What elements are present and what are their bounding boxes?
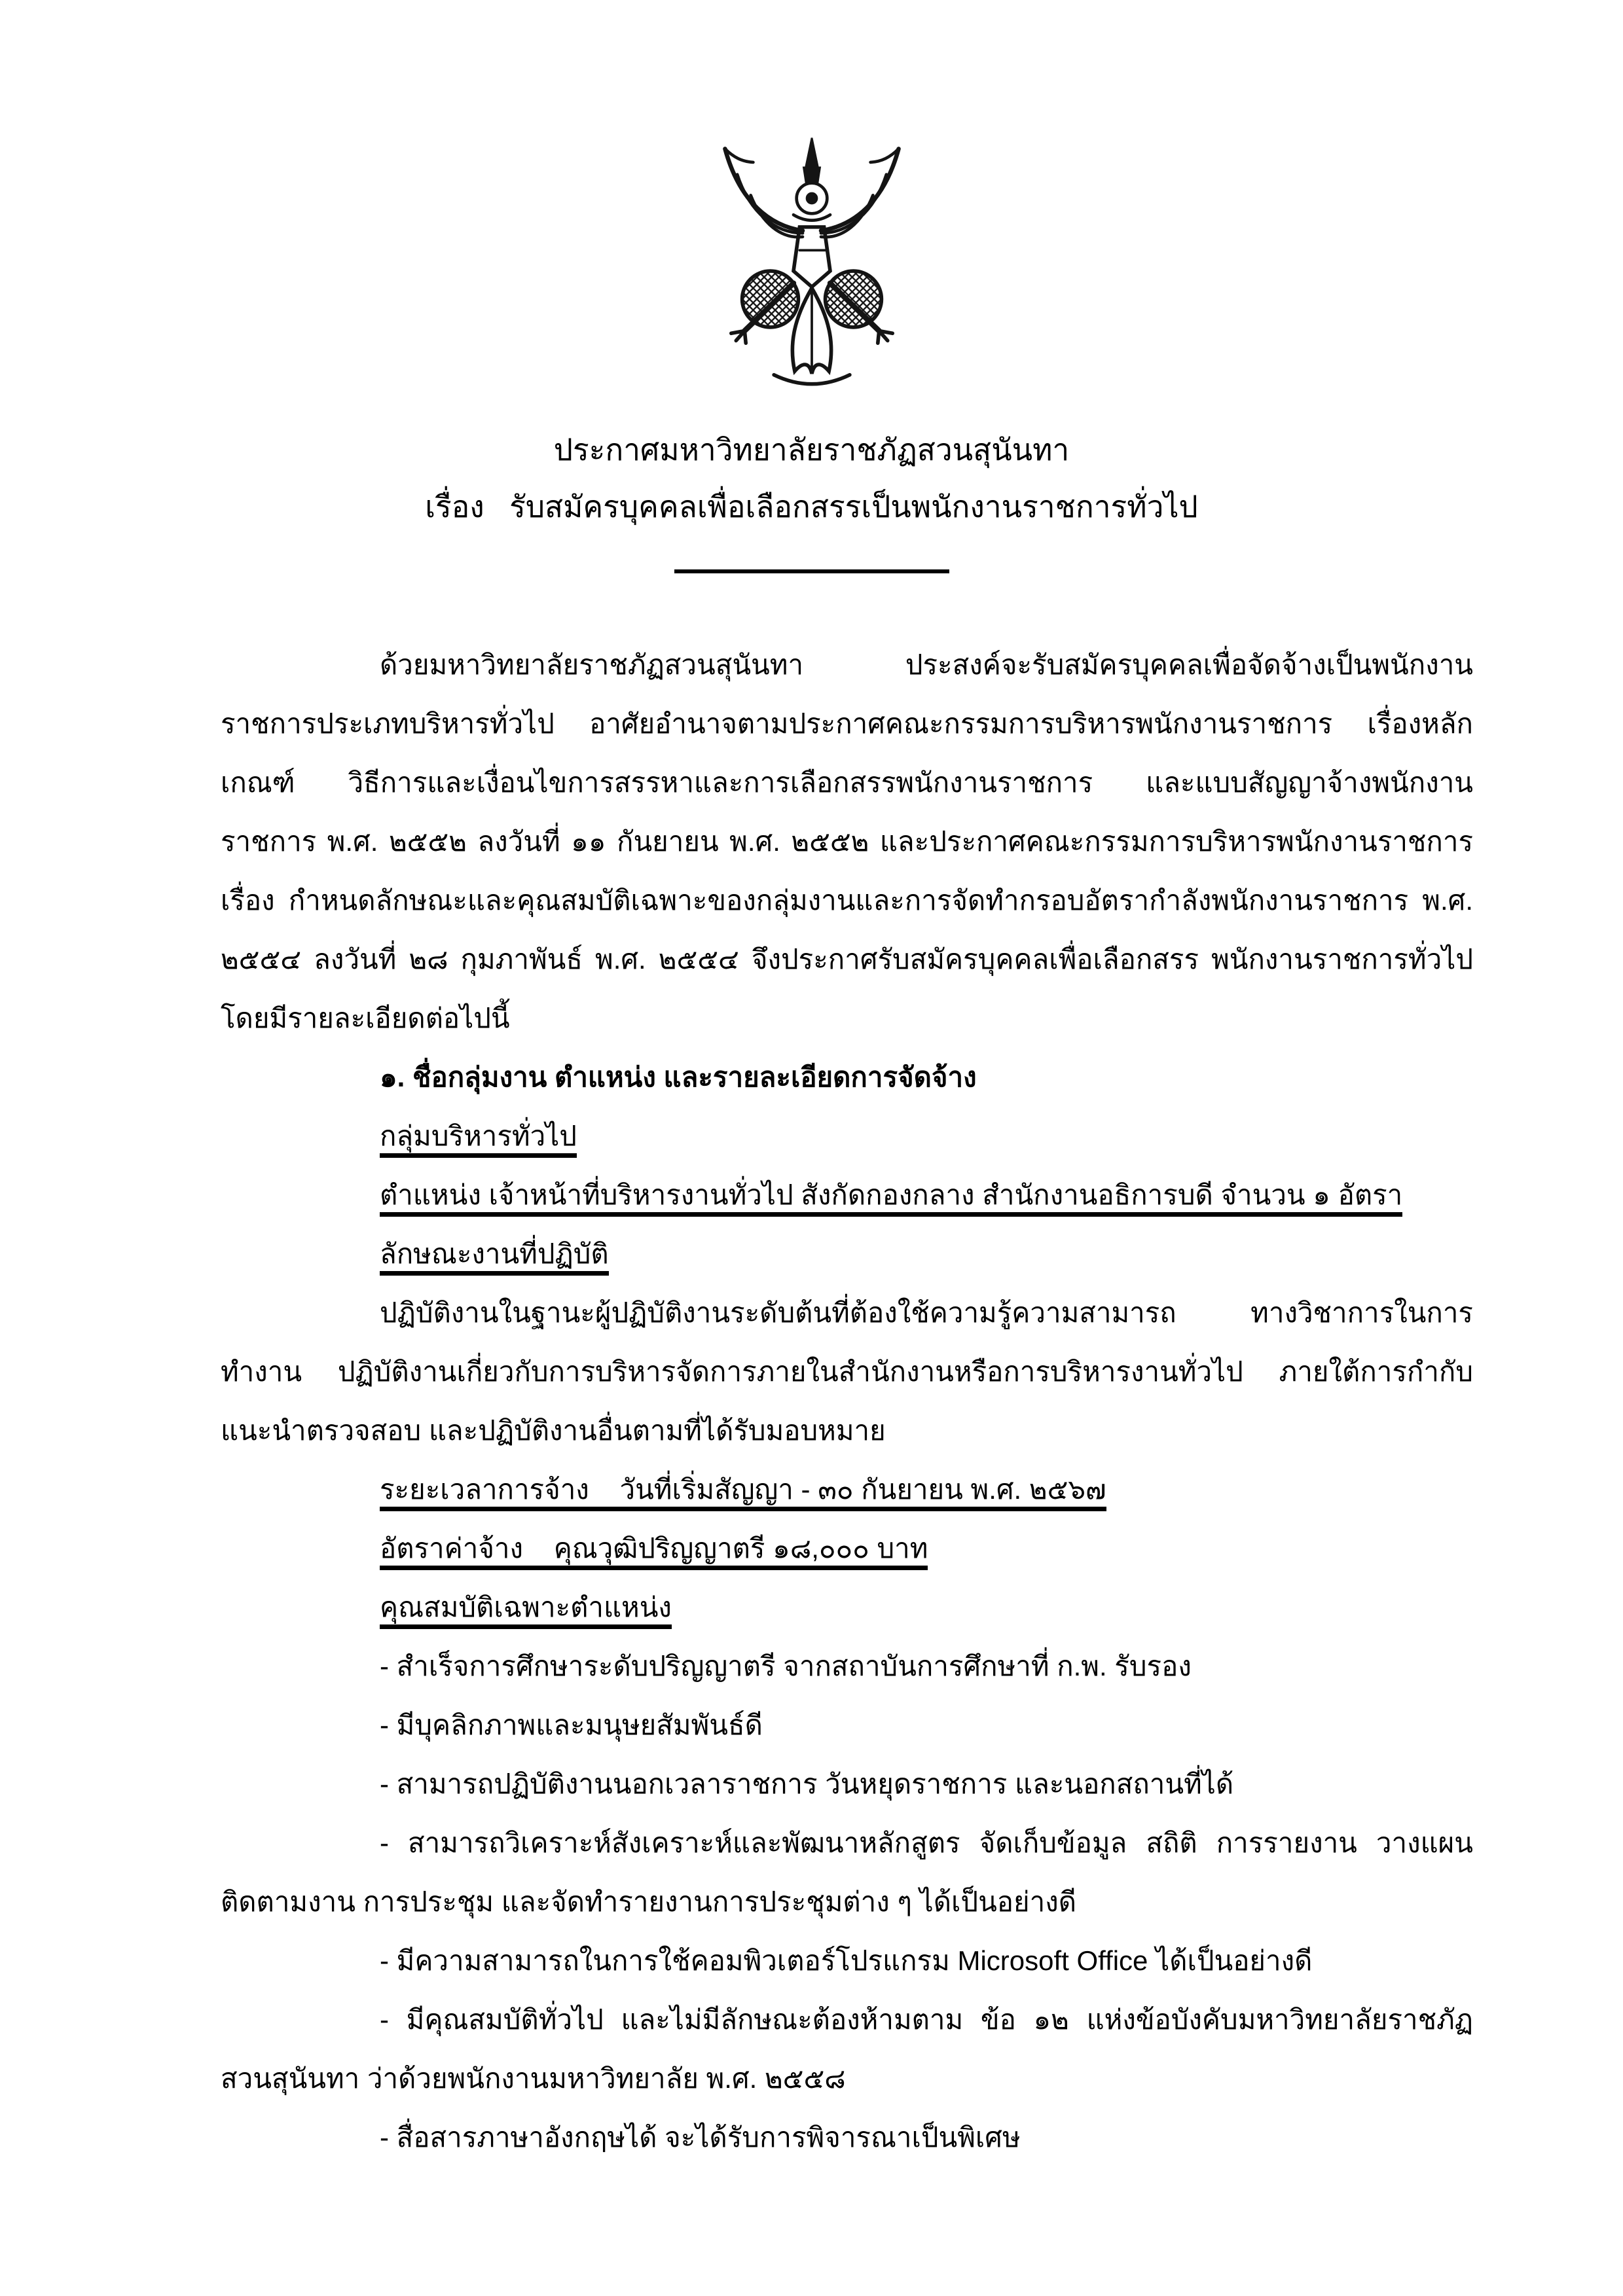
job-nature-heading: [221, 1225, 1473, 1283]
qualifications-heading: [221, 1578, 1473, 1637]
title-block: [0, 422, 1623, 535]
garuda-emblem: [702, 134, 922, 391]
employment-period-text: ระยะเวลาการจ้าง วันที่เริ่มสัญญา - ๓๐ กันยายน พ.ศ. ๒๕๖๗: [380, 1474, 1106, 1511]
qualification-item-1: - สำเร็จการศึกษาระดับปริญญาตรี จากสถาบันการศึกษาที่ ก.พ. รับรอง: [380, 1651, 1192, 1681]
salary-line: [221, 1519, 1473, 1578]
job-nature-paragraph: ปฏิบัติงานในฐานะผู้ปฏิบัติงานระดับต้นที่ต้องใช้ความรู้ความสามารถ ทางวิชาการในการทำงาน ปฏิบัติงานเกี่ยวกับการบริหารจัดการภายในสำนักงานหรือการบริหารงานทั่วไป ภายใต้การกำกับ แนะนำตรวจสอบ และปฏิบัติงานอื่นตามที่ได้รับมอบหมาย: [221, 1297, 1481, 1446]
job-nature-heading-text: ลักษณะงานที่ปฏิบัติ: [380, 1238, 609, 1276]
employment-period-line: [221, 1460, 1473, 1519]
document-body: [221, 636, 1481, 2167]
announcement-title: ประกาศมหาวิทยาลัยราชภัฏสวนสุนันทา: [553, 433, 1070, 467]
qualification-item-2: - มีบุคลิกภาพและมนุษยสัมพันธ์ดี: [380, 1710, 763, 1740]
title-divider: [674, 569, 949, 573]
qualification-item-6: - มีคุณสมบัติทั่วไป และไม่มีลักษณะต้องห้ามตาม ข้อ ๑๒ แห่งข้อบังคับมหาวิทยาลัยราชภัฏสวนสุนันทา ว่าด้วยพนักงานมหาวิทยาลัย พ.ศ. ๒๕๕๘: [221, 2004, 1473, 2094]
qualification-item-4: - สามารถวิเคราะห์สังเคราะห์และพัฒนาหลักสูตร จัดเก็บข้อมูล สถิติ การรายงาน วางแผนติดตามงาน การประชุม และจัดทำรายงานการประชุมต่าง ๆ ได้เป็นอย่างดี: [221, 1827, 1473, 1917]
qualification-item-5: - มีความสามารถในการใช้คอมพิวเตอร์โปรแกรม Microsoft Office ได้เป็นอย่างดี: [380, 1945, 1313, 1976]
emblem-container: [0, 0, 1623, 394]
qualification-item-3: - สามารถปฏิบัติงานนอกเวลาราชการ วันหยุดราชการ และนอกสถานที่ได้: [380, 1768, 1234, 1799]
position-text: ตำแหน่ง เจ้าหน้าที่บริหารงานทั่วไป สังกัดกองกลาง สำนักงานอธิการบดี จำนวน ๑ อัตรา: [380, 1179, 1402, 1217]
position-line: [221, 1166, 1473, 1225]
work-group-line: [221, 1107, 1473, 1166]
qualification-item-7: - สื่อสารภาษาอังกฤษได้ จะได้รับการพิจารณาเป็นพิเศษ: [380, 2122, 1021, 2153]
work-group-text: กลุ่มบริหารทั่วไป: [380, 1121, 577, 1158]
announcement-subject: เรื่อง รับสมัครบุคคลเพื่อเลือกสรรเป็นพนักงานราชการทั่วไป: [425, 490, 1198, 524]
section-1-heading: ๑. ชื่อกลุ่มงาน ตำแหน่ง และรายละเอียดการจัดจ้าง: [380, 1062, 977, 1092]
salary-text: อัตราค่าจ้าง คุณวุฒิปริญญาตรี ๑๘,๐๐๐ บาท: [380, 1533, 928, 1570]
qualifications-heading-text: คุณสมบัติเฉพาะตำแหน่ง: [380, 1592, 672, 1629]
intro-paragraph: ด้วยมหาวิทยาลัยราชภัฏสวนสุนันทา ประสงค์จะรับสมัครบุคคลเพื่อจัดจ้างเป็นพนักงานราชการประเภทบริหารทั่วไป อาศัยอำนาจตามประกาศคณะกรรมการบริหารพนักงานราชการ เรื่องหลักเกณฑ์ วิธีการและเงื่อนไขการสรรหาและการเลือกสรรพนักงานราชการ และแบบสัญญาจ้างพนักงานราชการ พ.ศ. ๒๕๕๒ ลงวันที่ ๑๑ กันยายน พ.ศ. ๒๕๕๒ และประกาศคณะกรรมการบริหารพนักงานราชการ เรื่อง กำหนดลักษณะและคุณสมบัติเฉพาะของกลุ่มงานและการจัดทำกรอบอัตรากำลังพนักงานราชการ พ.ศ. ๒๕๕๔ ลงวันที่ ๒๘ กุมภาพันธ์ พ.ศ. ๒๕๕๔ จึงประกาศรับสมัครบุคคลเพื่อเลือกสรร พนักงานราชการทั่วไป โดยมีรายละเอียดต่อไปนี้: [221, 649, 1481, 1033]
